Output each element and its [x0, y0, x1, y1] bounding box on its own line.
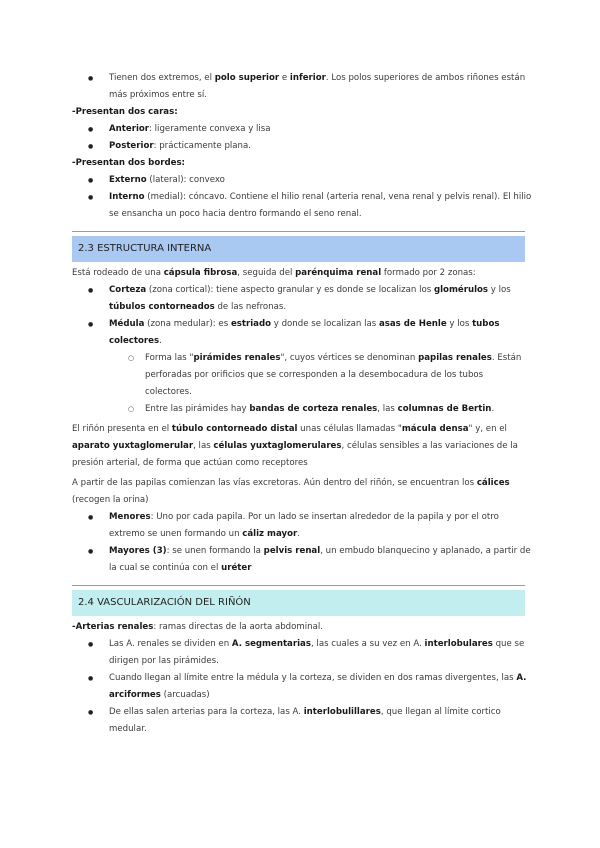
calices-list — [72, 509, 532, 577]
list-item: ● Interno (medial): cóncavo. Contiene el hilio renal (arteria renal, vena renal y pelvis renal). El hilio se ensancha un poco hacia dentro formando el seno renal. — [72, 189, 532, 223]
intro-paragraph: Está rodeado de una cápsula fibrosa, seguida del parénquima renal formado por 2 zonas: — [72, 268, 476, 278]
zonas-list — [72, 282, 532, 350]
list-item: ● Posterior: prácticamente plana. — [72, 138, 532, 155]
list-item: ● Externo (lateral): convexo — [72, 172, 532, 189]
list-item: ● De ellas salen arterias para la corteza, las A. interlobulillares, que llegan al límite cortico medular. — [72, 704, 532, 738]
bordes-list — [72, 172, 532, 223]
section-divider — [72, 231, 525, 232]
page-content — [72, 70, 532, 738]
poles-list — [72, 70, 532, 104]
list-item-menores: ● Menores: Uno por cada papila. Por un lado se insertan alrededor de la papila y por el otro extremo se unen formando un cáliz mayor. — [72, 509, 532, 543]
section-heading-estructura-interna: 2.3 ESTRUCTURA INTERNA — [72, 236, 525, 262]
sub-list-item: ○ Forma las "pirámides renales", cuyos vértices se denominan papilas renales. Están perforadas por orificios que se corresponden a la desembocadura de los tubos colectores. — [72, 350, 532, 401]
caras-label: -Presentan dos caras: — [72, 107, 178, 117]
list-item: ● Anterior: ligeramente convexa y lisa — [72, 121, 532, 138]
arterias-paragraph: -Arterias renales: ramas directas de la aorta abdominal. — [72, 622, 323, 632]
list-item-mayores: ● Mayores (3): se unen formando la pelvis renal, un embudo blanquecino y aplanado, a partir de la cual se continúa con el uréter — [72, 543, 532, 577]
section-heading-vascularizacion: 2.4 VASCULARIZACIÓN DEL RIÑÓN — [72, 590, 525, 616]
medula-sublist — [72, 350, 532, 418]
yuxtaglomerular-paragraph: El riñón presenta en el túbulo contorneado distal unas células llamadas "mácula densa" y, en el aparato yuxtaglomerular, las células yuxtaglomerulares, células sensibles a las variaciones de la presión arterial, de forma que actúan como receptores — [72, 424, 518, 468]
list-item: ● Las A. renales se dividen en A. segmentarias, las cuales a su vez en A. interlobulares que se dirigen por las pirámides. — [72, 636, 532, 670]
list-item: ● Cuando llegan al límite entre la médula y la corteza, se dividen en dos ramas divergentes, las A. arciformes (arcuadas) — [72, 670, 532, 704]
arterias-list — [72, 636, 532, 738]
list-item: ● Tienen dos extremos, el polo superior e inferior. Los polos superiores de ambos riñones están más próximos entre sí. — [72, 70, 532, 104]
papilas-paragraph: A partir de las papilas comienzan las vías excretoras. Aún dentro del riñón, se encuentran los cálices (recogen la orina) — [72, 478, 510, 505]
list-item-corteza: ● Corteza (zona cortical): tiene aspecto granular y es donde se localizan los glomérulos y los túbulos contorneados de las nefronas. — [72, 282, 532, 316]
bordes-label: -Presentan dos bordes: — [72, 158, 185, 168]
section-divider — [72, 585, 525, 586]
sub-list-item: ○ Entre las pirámides hay bandas de corteza renales, las columnas de Bertin. — [72, 401, 532, 418]
list-item-medula: ● Médula (zona medular): es estriado y donde se localizan las asas de Henle y los tubos colectores. — [72, 316, 532, 350]
caras-list — [72, 121, 532, 155]
